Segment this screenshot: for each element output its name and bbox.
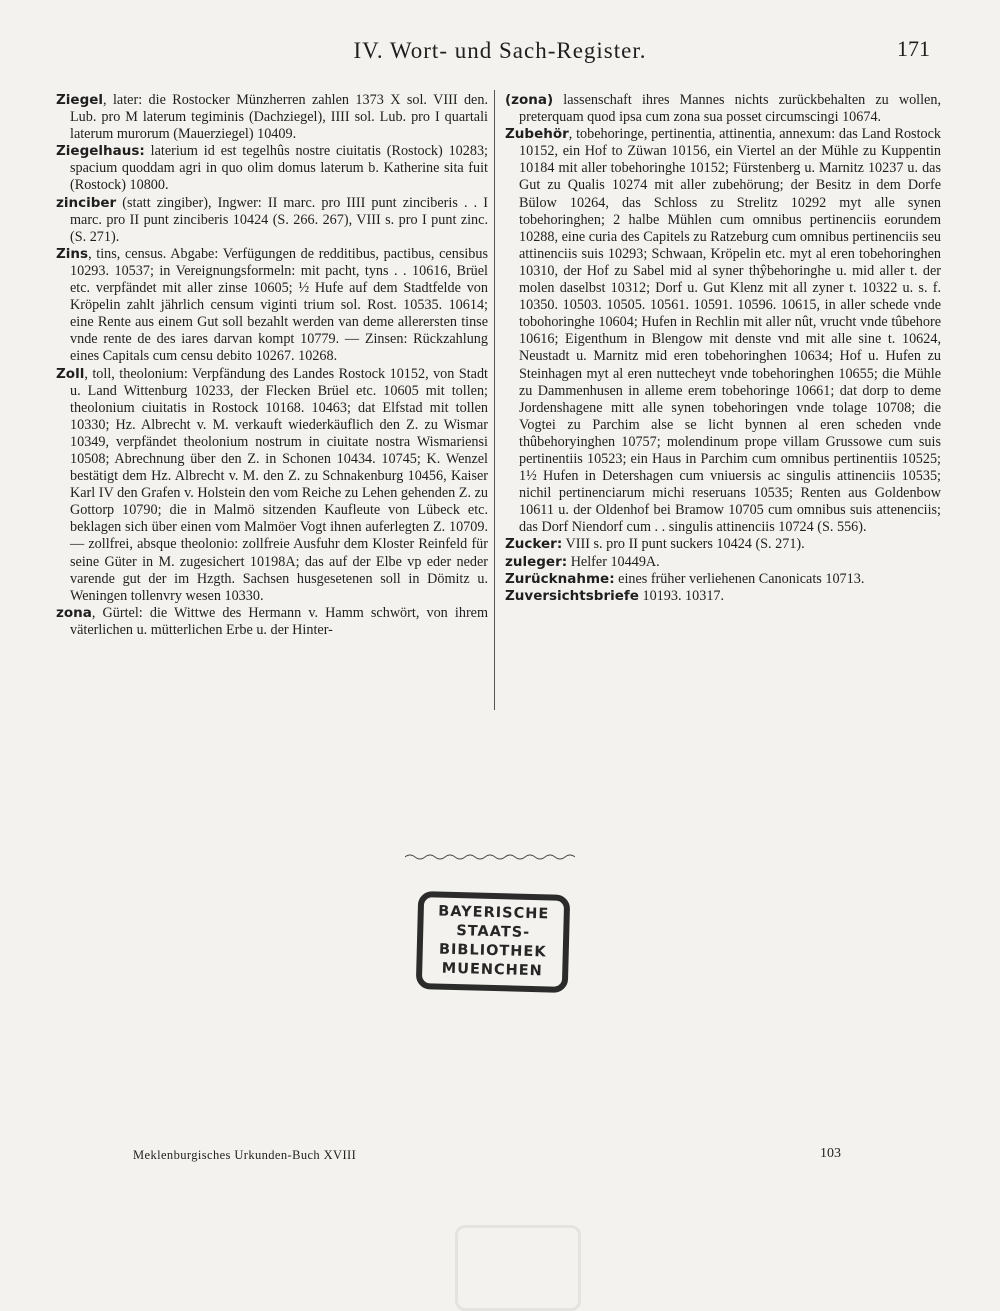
entry-text: , Gürtel: die Wittwe des Hermann v. Hamm schwört, von ihrem väterlichen u. mütterlichen Erbe u. der Hinter-	[70, 604, 488, 638]
entry-headword: Ziegel	[56, 92, 104, 108]
right-column	[505, 92, 941, 605]
stamp-line: MUENCHEN	[441, 960, 543, 980]
entry-text: VIII s. pro II punt suckers 10424 (S. 271).	[562, 536, 805, 553]
entry-text: (statt zingiber), Ingwer: II marc. pro IIII punt zinciberis . . I marc. pro II punt zinciberis 10424 (S. 266. 267), VIII s. pro I punt zinc. (S. 271).	[70, 194, 488, 245]
index-entry	[505, 536, 941, 553]
entry-text: lassenschaft ihres Mannes nichts zurückbehalten zu wollen, preterquam quod ipsa cum zona sua posset circumscingi 10674.	[519, 92, 941, 126]
index-entry	[56, 605, 488, 639]
left-column	[56, 92, 488, 639]
index-entry	[505, 588, 941, 605]
entry-headword: Zurücknahme:	[505, 570, 615, 587]
entry-headword: Zucker:	[505, 536, 563, 553]
index-entry	[505, 554, 941, 571]
entry-text: , toll, theolonium: Verpfändung des Landes Rostock 10152, von Stadt u. Land Wittenburg 10233, der Flecken Brüel etc. 10605 mit tollen; theolonium ciuitatis in Rostock 10168. 10463; dat Elfstad mit tollen 10330; Hz. Albrecht v. M. verkauft wiederkäuflich den Z. zu Wismar 10349, verpfändet theolonium nostrum in ciuitate nostra Wismariensi 10508; Abrechnung über den Z. in Schonen 10434. 10745; K. Wenzel bestätigt dem Hz. Albrecht v. M. den Z. zu Schnakenburg 10456, Kaiser Karl IV den Grafen v. Holstein den vom Reiche zu Lehen gehenden Z. zu Gottorp 10790; die in Malmö sitzenden Kaufleute von Lübeck etc. beklagen sich über einen vom Malmöer Vogt ihnen auferlegten Z. 10709. — zollfrei, absque theolonio: zollfreie Ausfuhr dem Kloster Reinfeld für seine Güter in M. zugesichert 10198A; das auf der Elbe vp eder neder varende gut der im Hzgth. Sachsen husgesetenen soll in Dömitz u. Weningen tollenvry wesen 10330.	[70, 365, 488, 604]
column-divider	[494, 90, 495, 710]
entry-headword: Ziegelhaus:	[56, 143, 145, 160]
entry-headword: (zona)	[505, 92, 554, 108]
entry-headword: Zins	[56, 245, 89, 262]
page-title: IV. Wort- und Sach-Register.	[353, 38, 647, 63]
index-entry	[505, 92, 941, 126]
entry-headword: zinciber	[56, 194, 117, 211]
entry-text: eines früher verliehenen Canonicats 10713.	[614, 570, 865, 587]
entry-text: Helfer 10449A.	[567, 553, 660, 570]
entry-headword: zuleger:	[505, 553, 568, 570]
entry-text: , tins, census. Abgabe: Verfügungen de redditibus, pactibus, censibus 10293. 10537; in Vereignungsformeln: mit pacht, tyns . . 10616, Brüel etc. verpfändet mit aller zinse 10605; ½ Hufe auf dem Stadtfelde von Kröpelin zahlt jährlich censum viginti trium sol. Rost. 10535. 10614; eine Rente aus einem Gut soll bezahlt werden van deme allerersten tinse vnde rente de des iares darvan kompt 10779. — Zinsen: Rückzahlung eines Capitals cum censu debito 10267. 10268.	[70, 245, 488, 365]
footer-sheet-number: 103	[820, 1146, 841, 1161]
index-entry	[505, 571, 941, 588]
entry-headword: Zuversichtsbriefe	[505, 587, 639, 604]
entry-text: 10193. 10317.	[638, 587, 725, 604]
index-entry	[56, 195, 488, 246]
entry-text: laterium id est tegelhûs nostre ciuitatis (Rostock) 10283; spacium quoddam agri in quo olim domus laterum b. Katherine sita fuit (Rostock) 10800.	[70, 143, 488, 194]
entry-headword: zona	[56, 604, 92, 621]
index-entry	[56, 366, 488, 605]
stamp-line: BAYERISCHE	[438, 903, 550, 923]
footer-book-title: Meklenburgisches Urkunden-Buch XVIII	[133, 1148, 357, 1162]
page-number: 171	[897, 36, 930, 61]
wavy-divider	[405, 853, 575, 861]
stamp-line: STAATS-	[456, 923, 531, 941]
stamp-line: BIBLIOTHEK	[438, 941, 547, 961]
entry-text: , later: die Rostocker Münzherren zahlen 1373 X sol. VIII den. Lub. pro M laterum tegiminis (Dachziegel), IIII sol. Lub. pro I quartali laterum murorum (Mauerziegel) 10409.	[70, 92, 488, 143]
index-entry	[505, 126, 941, 536]
entry-headword: Zoll	[56, 365, 85, 382]
library-stamp	[416, 891, 571, 993]
entry-headword: Zubehör	[505, 126, 569, 143]
index-entry	[56, 246, 488, 366]
entry-text: , tobehoringe, pertinentia, attinentia, annexum: das Land Rostock 10152, ein Hof to Züwan 10156, ein Viertel an der Mühle zu Kuppentin 10184 mit aller tobehoringhe 10152; Fürstenberg u. Marnitz 10237 u. das Gut zu Qualis 10274 mit aller zubehörung; der Besitz in dem Dorfe Bülow 10264, das Schloss zu Strelitz 10292 myt alle synen tobehoringhen; 2 halbe Mühlen cum omnibus pertinenciis eorundem 10288, eine curia des Capitels zu Ratzeburg cum omnibus pertinenciis seu attinenciis suis 10293; Schwaan, Kröpelin etc. myt al eren tobehoringhen 10310, der Hof zu Sabel mid al syner thŷbehoringhe u. mid aller t. der molen daselbst 10312; Dorf u. Gut Klenz mit all zyner t. 10322 u. s. f. 10350. 10503. 10505. 10561. 10591. 10596. 10615, in aller schede vnde tobohoringhe 10604; Hufen in Rechlin mit aller nût, vrucht vnde tûbehore 10616; Eigenthum in Blengow mit denste vnd mit alle sine t. 10624, Neustadt u. Marnitz mid eren tobehoringhen 10634; Hof u. Hufen zu Steinhagen myt al eren nuttecheyt vnde tobehoringhen 10655; die Mühle zu Dammenhusen in alleme erem tobehoringe 10661; dat dorp to deme Jordenshagene mitt alle synen tobehoringen vnde tolage 10708; die Vogtei zu Parchim alse se licht bynnen al eren scheden vnde thûbehoryinghen 10757; molendinum prope villam Grussowe cum suis pertinentiis 10523; ein Haus in Parchim cum omnibus pertinentiis 10525; 1½ Hufen in Detershagen cum vniuersis ac singulis attinenciis 10535; nichil pertinenciarum michi reseruans 10535; Renten aus Goldenbow 10611 u. der Oldenhof bei Bramow 10705 cum omnibus suis attenenciis; das Dorf Niendorf cum . . singulis attinenciis 10724 (S. 556).	[519, 126, 941, 536]
index-entry	[56, 143, 488, 194]
bleed-through-stamp	[455, 1225, 581, 1311]
index-entry	[56, 92, 488, 143]
